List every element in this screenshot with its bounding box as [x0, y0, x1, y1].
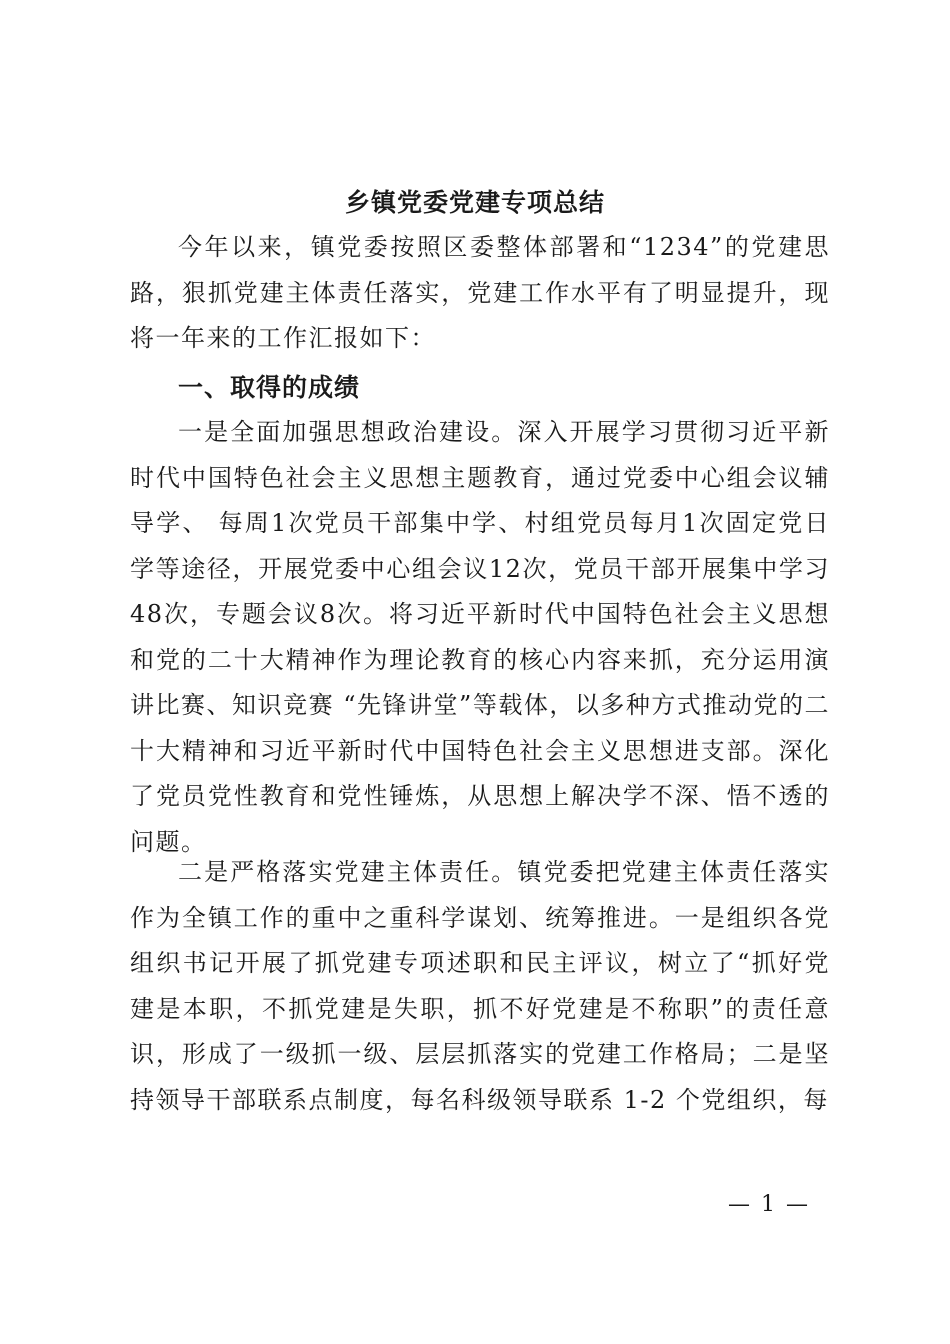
document-title: 乡镇党委党建专项总结 [344, 188, 605, 217]
paragraph-party-responsibility: 二是严格落实党建主体责任。镇党委把党建主体责任落实作为全镇工作的重中之重科学谋划、统筹推进。一是组织各党组织书记开展了抓党建专项述职和民主评议，树立了“抓好党建是本职，不抓党建是失职，抓不好党建是不称职”的责任意识，形成了一级抓一级、层层抓落实的党建工作格局；二是坚持领导干部联系点制度，每名科级领导联系 1-2 个党组织，每 [130, 858, 830, 1114]
paragraph-ideological-building: 一是全面加强思想政治建设。深入开展学习贯彻习近平新时代中国特色社会主义思想主题教育，通过党委中心组会议辅导学、 每周1次党员干部集中学、村组党员每月1次固定党日学等途径，开展党委中心组会议12次，党员干部开展集中学习48次，专题会议8次。将习近平新时代中国特色社会主义思想和党的二十大精神作为理论教育的核心内容来抓，充分运用演讲比赛、知识竞赛 “先锋讲堂”等载体，以多种方式推动党的二十大精神和习近平新时代中国特色社会主义思想进支部。深化了党员党性教育和党性锤炼，从思想上解决学不深、悟不透的问题。 [130, 418, 830, 856]
page-number: — 1 — [728, 1192, 810, 1217]
section-heading: 一、取得的成绩 [178, 373, 361, 402]
intro-paragraph: 今年以来，镇党委按照区委整体部署和“1234”的党建思路，狠抓党建主体责任落实，党建工作水平有了明显提升，现将一年来的工作汇报如下： [130, 233, 830, 352]
